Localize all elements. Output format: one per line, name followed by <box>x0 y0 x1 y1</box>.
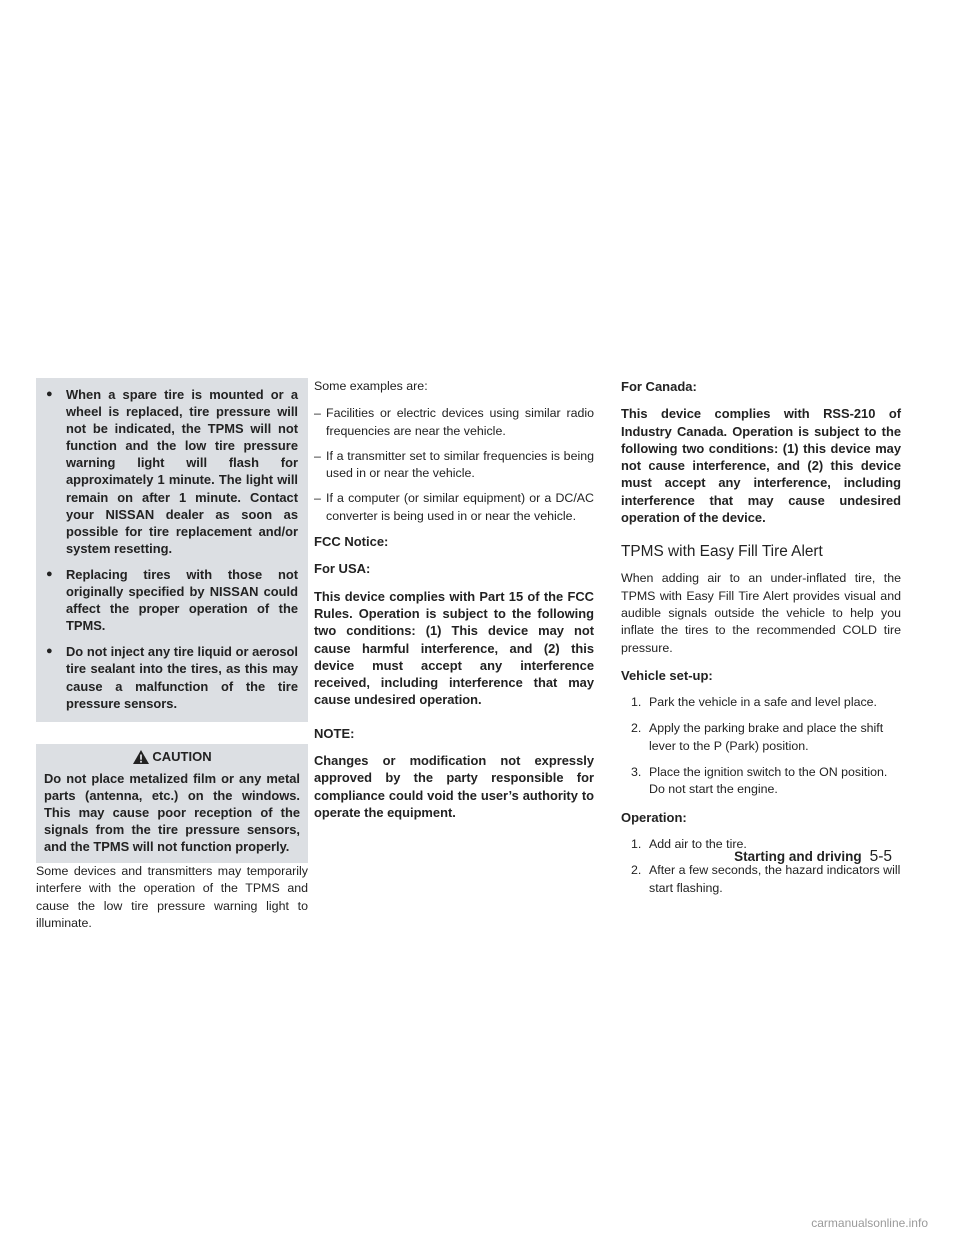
page-number: 5-5 <box>869 848 892 865</box>
dash-marker: – <box>314 448 321 463</box>
bullet-icon: ● <box>46 567 53 580</box>
setup-heading: Vehicle set-up: <box>621 667 713 683</box>
setup-list <box>621 694 901 798</box>
warning-text: When a spare tire is mounted or a wheel is replaced, tire pressure will not be indicated, the TPMS will not function and the low tire pressure warning light will flash for approximately 1 minute. The light will remain on after 1 minute. Contact your NISSAN dealer as soon as possible for tire replacement and/or system resetting. <box>66 387 298 556</box>
step-number: 1. <box>631 695 642 710</box>
dash-marker: – <box>314 406 321 421</box>
caution-text: Do not place metalized film or any metal parts (antenna, etc.) on the windows. This may cause poor reception of the signals from the tire pressure sensors, and the TPMS will not function properly. <box>44 770 300 855</box>
setup-step <box>621 694 901 711</box>
step-number: 2. <box>631 721 642 736</box>
setup-step <box>621 764 901 799</box>
step-text: Park the vehicle in a safe and level place. <box>649 695 877 710</box>
footer-section-title: Starting and driving <box>734 849 862 864</box>
warning-item <box>44 643 298 711</box>
step-number: 2. <box>631 863 642 878</box>
section-title: TPMS with Easy Fill Tire Alert <box>621 543 823 561</box>
warning-box <box>36 378 308 722</box>
watermark: carmanualsonline.info <box>811 1216 928 1230</box>
column-3 <box>621 378 901 907</box>
dash-marker: – <box>314 491 321 506</box>
step-text: After a few seconds, the hazard indicators will start flashing. <box>649 863 901 895</box>
caution-title: CAUTION <box>152 749 212 765</box>
usa-text: This device complies with Part 15 of the FCC Rules. Operation is subject to the following two conditions: (1) This device may not cause harmful interference, and (2) this device must accept any interference received, including interference that may cause undesired operation. <box>314 588 594 708</box>
warning-text: Do not inject any tire liquid or aerosol tire sealant into the tires, as this may cause a malfunction of the tire pressure sensors. <box>66 644 298 711</box>
operation-heading: Operation: <box>621 809 687 825</box>
warning-item <box>44 386 298 557</box>
usa-heading: For USA: <box>314 561 371 577</box>
bullet-icon: ● <box>46 388 53 400</box>
column-1 <box>36 378 308 942</box>
warning-triangle-icon <box>132 749 150 765</box>
canada-heading: For Canada: <box>621 379 697 394</box>
caution-box <box>36 744 308 863</box>
note-text: Changes or modification not expressly approved by the party responsible for compliance could void the user’s authority to operate the equipment. <box>314 753 594 820</box>
example-item <box>314 490 594 525</box>
page-footer <box>734 848 892 866</box>
column-2 <box>314 378 594 837</box>
example-item <box>314 405 594 440</box>
example-text: Facilities or electric devices using similar radio frequencies are near the vehicle. <box>326 406 594 438</box>
warning-item <box>44 566 298 634</box>
example-text: If a transmitter set to similar frequencies is being used in or near the vehicle. <box>326 448 594 481</box>
caution-header <box>44 744 300 770</box>
bullet-icon: ● <box>46 645 53 658</box>
operation-step <box>621 862 901 897</box>
example-text: If a computer (or similar equipment) or a DC/AC converter is being used in or near the vehicle. <box>326 491 594 523</box>
fcc-notice-heading: FCC Notice: <box>314 534 389 550</box>
step-text: Place the ignition switch to the ON position. Do not start the engine. <box>649 765 888 797</box>
tpms-intro: When adding air to an under-inflated tire, the TPMS with Easy Fill Tire Alert provides visual and audible signals outside the vehicle to help you inflate the tires to the recommended COLD tire pressure. <box>621 571 901 655</box>
step-text: Add air to the tire. <box>649 836 747 851</box>
step-text: Apply the parking brake and place the shift lever to the P (Park) position. <box>649 721 884 753</box>
interference-paragraph: Some devices and transmitters may temporarily interfere with the operation of the TPMS and cause the low tire pressure warning light to illuminate. <box>36 864 308 931</box>
warning-text: Replacing tires with those not originally specified by NISSAN could affect the proper operation of the TPMS. <box>66 566 298 634</box>
step-number: 3. <box>631 765 642 780</box>
examples-intro: Some examples are: <box>314 379 428 393</box>
operation-list <box>621 836 901 897</box>
note-heading: NOTE: <box>314 725 355 741</box>
example-item <box>314 448 594 483</box>
canada-text: This device complies with RSS-210 of Industry Canada. Operation is subject to the following two conditions: (1) this device may not cause interference, and (2) this device must accept any interference, including interference that may cause undesired operation of the device. <box>621 406 901 526</box>
setup-step <box>621 720 901 755</box>
step-number: 1. <box>631 836 642 851</box>
